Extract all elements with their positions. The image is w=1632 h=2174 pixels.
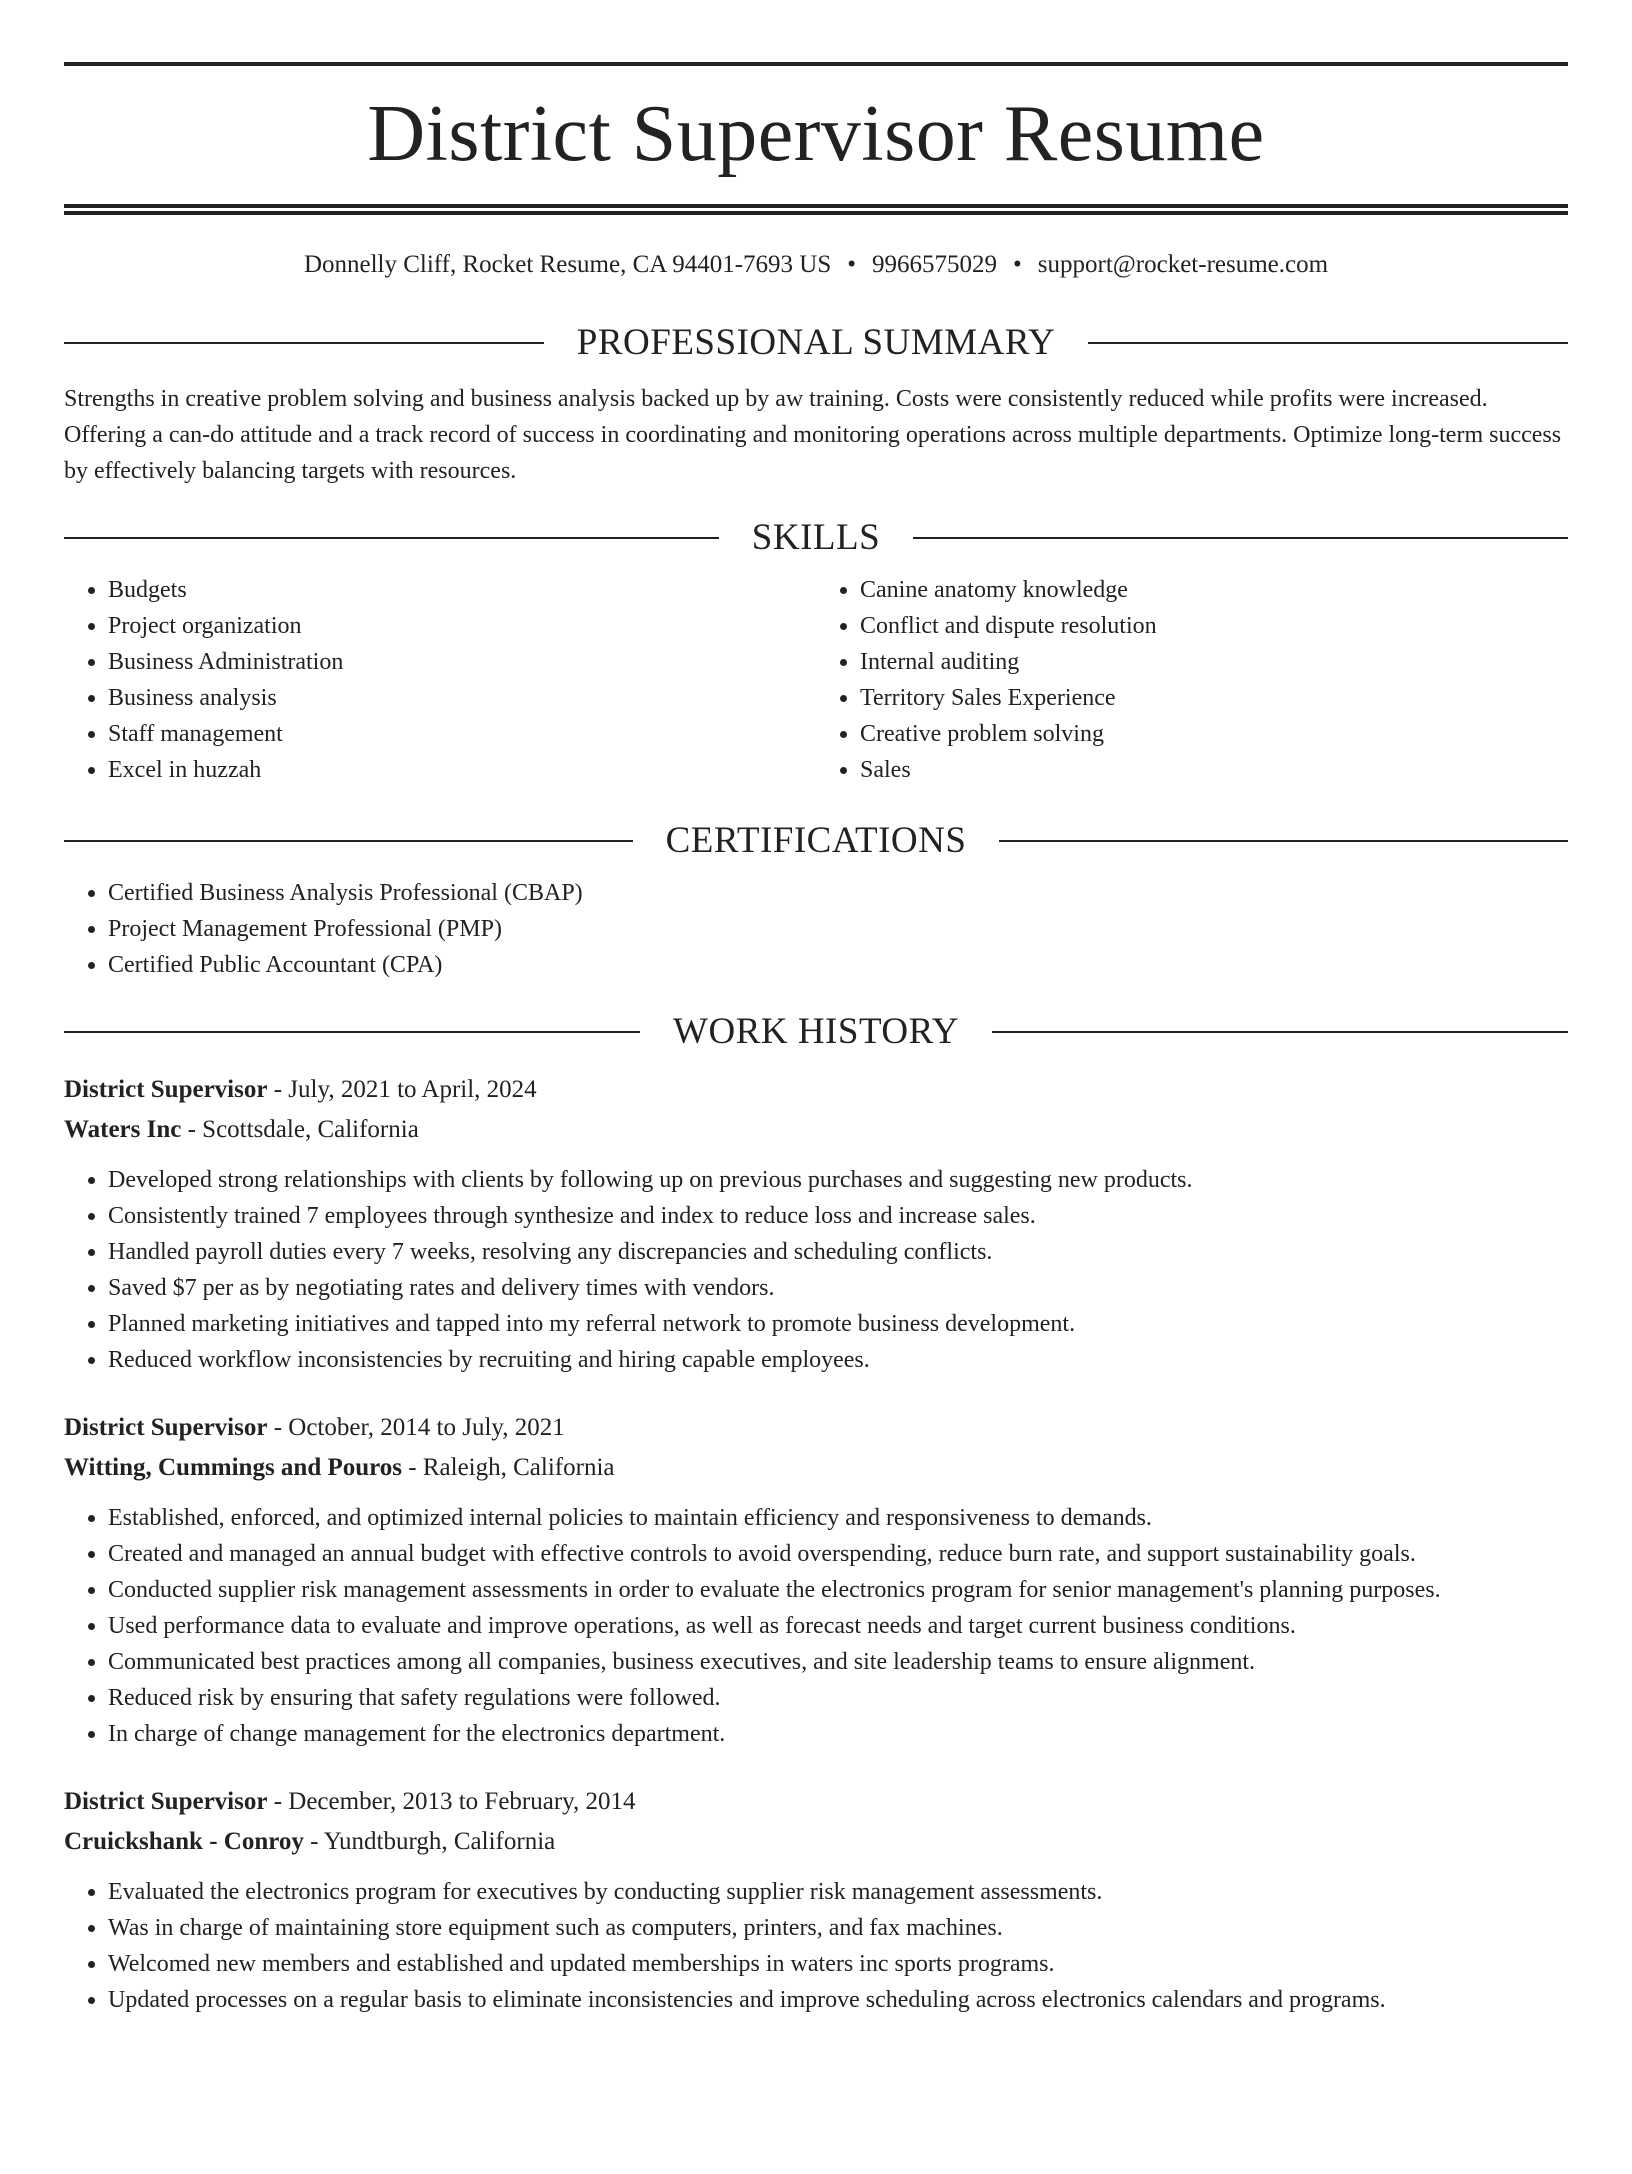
heading-rule-left	[64, 537, 719, 539]
heading-rule-right	[992, 1031, 1568, 1033]
job-bullet: • Used performance data to evaluate and improve operations, as well as forecast needs and target current business conditions.	[108, 1608, 1568, 1644]
certification-item: • Certified Public Accountant (CPA)	[108, 947, 1568, 983]
certification-item: • Project Management Professional (PMP)	[108, 911, 1568, 947]
section-heading-work-history	[64, 1013, 1568, 1050]
skill-item: • Project organization	[108, 608, 816, 644]
skill-item: • Excel in huzzah	[108, 752, 816, 788]
job-bullet: • Planned marketing initiatives and tapped into my referral network to promote business development.	[108, 1306, 1568, 1342]
job-location: - Yundtburgh, California	[303, 1828, 556, 1855]
contact-line	[64, 252, 1568, 277]
job-dates: - December, 2013 to February, 2014	[267, 1788, 636, 1815]
job-company-line	[64, 1110, 1568, 1150]
job-company: Witting, Cummings and Pouros	[64, 1454, 403, 1481]
job-bullets	[64, 1500, 1568, 1752]
section-title: PROFESSIONAL SUMMARY	[576, 322, 1056, 363]
job-company: Cruickshank - Conroy	[64, 1828, 304, 1855]
job-bullet: • In charge of change management for the electronics department.	[108, 1716, 1568, 1752]
job-bullet: • Developed strong relationships with clients by following up on previous purchases and suggesting new products.	[108, 1162, 1568, 1198]
job-dates: - October, 2014 to July, 2021	[267, 1414, 565, 1441]
heading-rule-left	[64, 840, 633, 842]
job-company-line	[64, 1448, 1568, 1488]
contact-phone: 9966575029	[872, 251, 997, 278]
skill-item: • Staff management	[108, 716, 816, 752]
skill-item: • Creative problem solving	[860, 716, 1568, 752]
job-bullets	[64, 1874, 1568, 2018]
contact-email: support@rocket-resume.com	[1037, 251, 1329, 278]
job-company: Waters Inc	[64, 1116, 182, 1143]
job-entry	[64, 1408, 1568, 1752]
job-bullet: • Welcomed new members and established and updated memberships in waters inc sports programs.	[108, 1946, 1568, 1982]
certification-item: • Certified Business Analysis Professional (CBAP)	[108, 875, 1568, 911]
job-entry	[64, 1070, 1568, 1378]
job-title-line	[64, 1408, 1568, 1448]
job-entry	[64, 1782, 1568, 2018]
section-title: CERTIFICATIONS	[665, 820, 967, 861]
summary-text: Strengths in creative problem solving and business analysis backed up by aw training. Costs were consistently reduced while profits were increased. Offering a can-do attitude and a track record of success in coordinating and monitoring operations across multiple departments. Optimize long-term success by effectively balancing targets with resources.	[64, 386, 1562, 484]
skills-list	[64, 572, 1568, 788]
job-title: District Supervisor	[64, 1788, 268, 1815]
section-heading-skills	[64, 519, 1568, 556]
heading-rule-right	[913, 537, 1568, 539]
job-dates: - July, 2021 to April, 2024	[267, 1076, 537, 1103]
resume-page	[0, 62, 1632, 2174]
job-bullet: • Saved $7 per as by negotiating rates and delivery times with vendors.	[108, 1270, 1568, 1306]
job-bullet: • Evaluated the electronics program for executives by conducting supplier risk management assessments.	[108, 1874, 1568, 1910]
heading-rule-left	[64, 1031, 640, 1033]
job-location: - Raleigh, California	[402, 1454, 615, 1481]
skills-column-left	[64, 572, 816, 788]
title-double-rule	[64, 204, 1568, 215]
skill-item: • Canine anatomy knowledge	[860, 572, 1568, 608]
skill-item: • Sales	[860, 752, 1568, 788]
contact-separator: •	[1013, 251, 1022, 278]
skills-column-right	[816, 572, 1568, 788]
section-title: SKILLS	[751, 517, 881, 558]
job-bullet: • Reduced risk by ensuring that safety regulations were followed.	[108, 1680, 1568, 1716]
heading-rule-left	[64, 342, 544, 344]
skill-item: • Conflict and dispute resolution	[860, 608, 1568, 644]
certifications-list	[64, 875, 1568, 983]
job-bullet: • Established, enforced, and optimized internal policies to maintain efficiency and responsiveness to demands.	[108, 1500, 1568, 1536]
job-title-line	[64, 1782, 1568, 1822]
contact-address: Donnelly Cliff, Rocket Resume, CA 94401-7693 US	[303, 251, 832, 278]
job-bullet: • Reduced workflow inconsistencies by recruiting and hiring capable employees.	[108, 1342, 1568, 1378]
skill-item: • Budgets	[108, 572, 816, 608]
job-bullets	[64, 1162, 1568, 1378]
contact-separator: •	[847, 251, 856, 278]
heading-rule-right	[999, 840, 1568, 842]
skill-item: • Internal auditing	[860, 644, 1568, 680]
top-rule	[64, 62, 1568, 66]
job-bullet: • Consistently trained 7 employees through synthesize and index to reduce loss and increase sales.	[108, 1198, 1568, 1234]
job-company-line	[64, 1822, 1568, 1862]
job-bullet: • Was in charge of maintaining store equipment such as computers, printers, and fax machines.	[108, 1910, 1568, 1946]
job-title-line	[64, 1070, 1568, 1110]
resume-title: District Supervisor Resume	[367, 90, 1265, 178]
skill-item: • Territory Sales Experience	[860, 680, 1568, 716]
job-location: - Scottsdale, California	[181, 1116, 419, 1143]
job-bullet: • Handled payroll duties every 7 weeks, resolving any discrepancies and scheduling conflicts.	[108, 1234, 1568, 1270]
section-title: WORK HISTORY	[673, 1011, 959, 1052]
job-title: District Supervisor	[64, 1414, 268, 1441]
job-title: District Supervisor	[64, 1076, 268, 1103]
job-bullet: • Created and managed an annual budget with effective controls to avoid overspending, reduce burn rate, and support sustainability goals.	[108, 1536, 1568, 1572]
section-heading-certifications	[64, 822, 1568, 859]
section-heading-summary	[64, 324, 1568, 361]
heading-rule-right	[1088, 342, 1568, 344]
job-bullet: • Communicated best practices among all companies, business executives, and site leadership teams to ensure alignment.	[108, 1644, 1568, 1680]
job-bullet: • Conducted supplier risk management assessments in order to evaluate the electronics program for senior management's planning purposes.	[108, 1572, 1568, 1608]
skill-item: • Business analysis	[108, 680, 816, 716]
skill-item: • Business Administration	[108, 644, 816, 680]
job-bullet: • Updated processes on a regular basis to eliminate inconsistencies and improve scheduling across electronics calendars and programs.	[108, 1982, 1568, 2018]
